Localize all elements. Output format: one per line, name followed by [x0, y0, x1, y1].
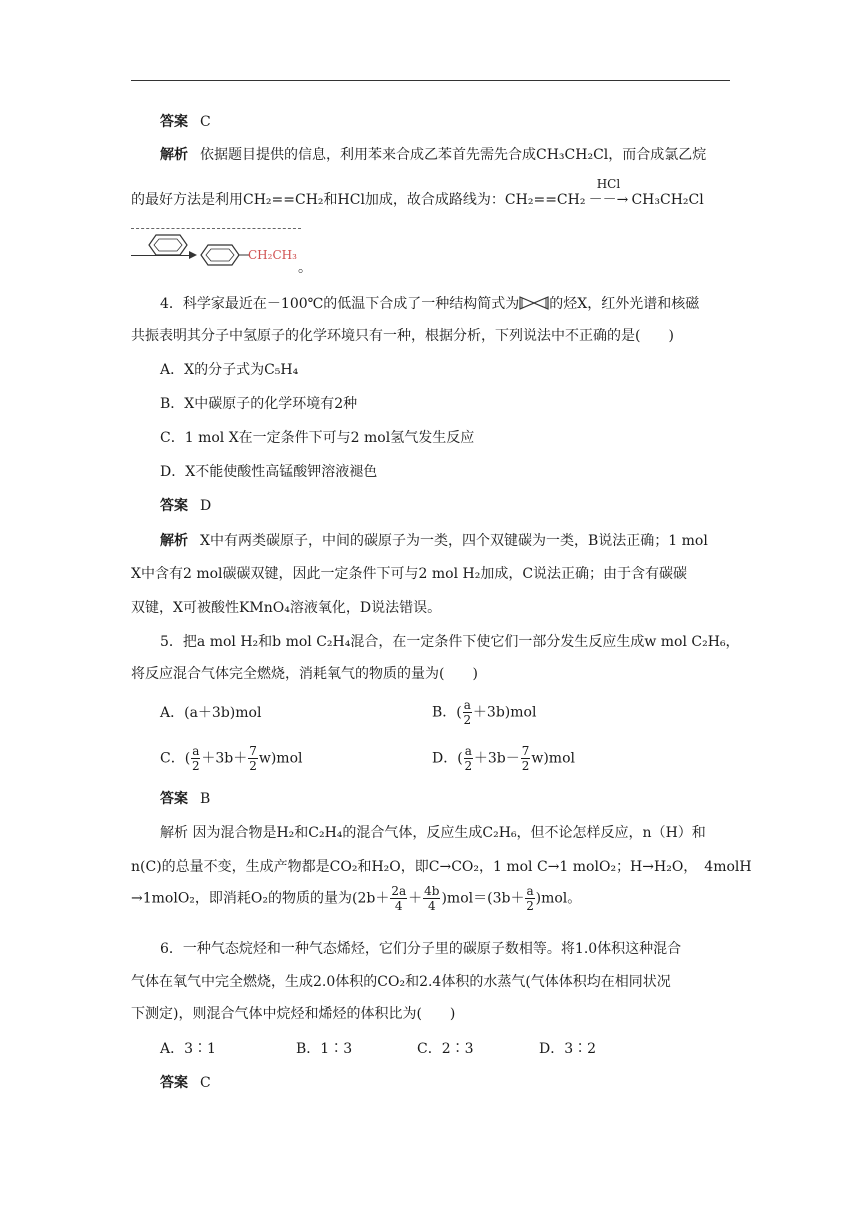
q4-line1: 4．科学家最近在－100℃的低温下合成了一种结构简式为 的烃X，红外光谱和核磁: [160, 296, 700, 312]
fraction: $\frac{4b}{4}$: [424, 884, 440, 913]
analysis-3-line2: 的最好方法是利用CH₂==CH₂和HCl加成，故合成路线为：CH₂==CH₂ HCl －－→ CH₃CH₂Cl: [131, 177, 704, 208]
reaction-arrow: HCl －－→: [588, 177, 629, 208]
arrow-head: [189, 251, 197, 259]
q6-line1: 6．一种气态烷烃和一种气态烯烃，它们分子里的碳原子数相等。将1.0体积这种混合: [160, 941, 682, 957]
q6-option-c: C．2∶3: [417, 1041, 474, 1057]
analysis-4-line3: 双键，X可被酸性KMnO₄溶液氧化，D说法错误。: [131, 600, 442, 616]
q4-option-b: B．X中碳原子的化学环境有2种: [160, 396, 358, 412]
q4-line2: 共振表明其分子中氢原子的化学环境只有一种，根据分析，下列说法中不正确的是( ): [131, 328, 674, 344]
benzene-ring-icon: [148, 234, 188, 256]
q5-option-b: B．( $\frac{a}{2}$ ＋3b)mol: [432, 698, 537, 727]
analysis-5-line2: n(C)的总量不变，生成产物都是CO₂和H₂O，即C→CO₂，1 mol C→1 molO₂；H→H₂O， 4molH: [131, 859, 752, 875]
q5-line2: 将反应混合气体完全燃烧，消耗氧气的物质的量为( ): [131, 666, 478, 682]
q6-option-a: A．3∶1: [160, 1041, 216, 1057]
answer-4: 答案 D: [160, 498, 212, 514]
q6-option-b: B．1∶3: [296, 1041, 353, 1057]
q6-line2: 气体在氧气中完全燃烧，生成2.0体积的CO₂和2.4体积的水蒸气(气体体积均在相同状况: [131, 974, 671, 990]
answer-5: 答案 B: [160, 791, 211, 807]
dashed-divider: [131, 228, 301, 229]
spiro-structure-icon: [519, 296, 549, 310]
fraction: $\frac{a}{2}$: [191, 744, 200, 773]
fraction: $\frac{7}{2}$: [521, 744, 530, 773]
q5-line1: 5．把a mol H₂和b mol C₂H₄混合，在一定条件下使它们一部分发生反应生成w mol C₂H₆，: [160, 634, 740, 650]
header-rule: [131, 80, 730, 81]
analysis-3-line1: 解析 依据题目提供的信息，利用苯来合成乙苯首先需先合成CH₃CH₂Cl，而合成氯乙烷: [160, 147, 707, 163]
fraction: $\frac{7}{2}$: [249, 744, 257, 773]
q4-option-a: A．X的分子式为C₅H₄: [160, 362, 299, 378]
q6-line3: 下测定)，则混合气体中烷烃和烯烃的体积比为( ): [131, 1006, 456, 1022]
analysis-5-line3: →1molO₂，即消耗O₂的物质的量为(2b＋ $\frac{2a}{4}$ ＋ $\frac{4b}{4}$ )mol＝(3b＋ $\frac{a}{2}$ )mol。: [131, 884, 582, 913]
synthesis-arrow: [131, 255, 193, 256]
q6-option-d: D．3∶2: [539, 1041, 597, 1057]
q4-option-d: D．X不能使酸性高锰酸钾溶液褪色: [160, 464, 378, 480]
analysis-5-line1: 解析 因为混合物是H₂和C₂H₄的混合气体，反应生成C₂H₆，但不论怎样反应，n（H）和: [160, 825, 706, 841]
benzene-ring-icon: [200, 244, 240, 266]
answer-6: 答案 C: [160, 1075, 211, 1091]
q4-option-c: C．1 mol X在一定条件下可与2 mol氢气发生反应: [160, 430, 475, 446]
q5-option-c: C．( $\frac{a}{2}$ ＋3b＋ $\frac{7}{2}$ w)mol: [160, 744, 303, 773]
period: 。: [298, 260, 312, 276]
ethyl-group-label: CH₂CH₃: [248, 248, 297, 262]
q5-option-a: A．(a＋3b)mol: [160, 705, 262, 721]
fraction: $\frac{a}{2}$: [526, 884, 534, 913]
analysis-4-line2: X中含有2 mol碳碳双键，因此一定条件下可与2 mol H₂加成，C说法正确；由于含有碳碳: [131, 566, 688, 582]
fraction: $\frac{a}{2}$: [463, 698, 472, 727]
answer-3: 答案 C: [160, 114, 211, 130]
q5-option-d: D．( $\frac{a}{2}$ ＋3b－ $\frac{7}{2}$ w)mol: [432, 744, 575, 773]
analysis-4-line1: 解析 X中有两类碳原子，中间的碳原子为一类，四个双键碳为一类，B说法正确；1 mol: [160, 533, 708, 549]
fraction: $\frac{2a}{4}$: [391, 884, 407, 913]
fraction: $\frac{a}{2}$: [464, 744, 473, 773]
